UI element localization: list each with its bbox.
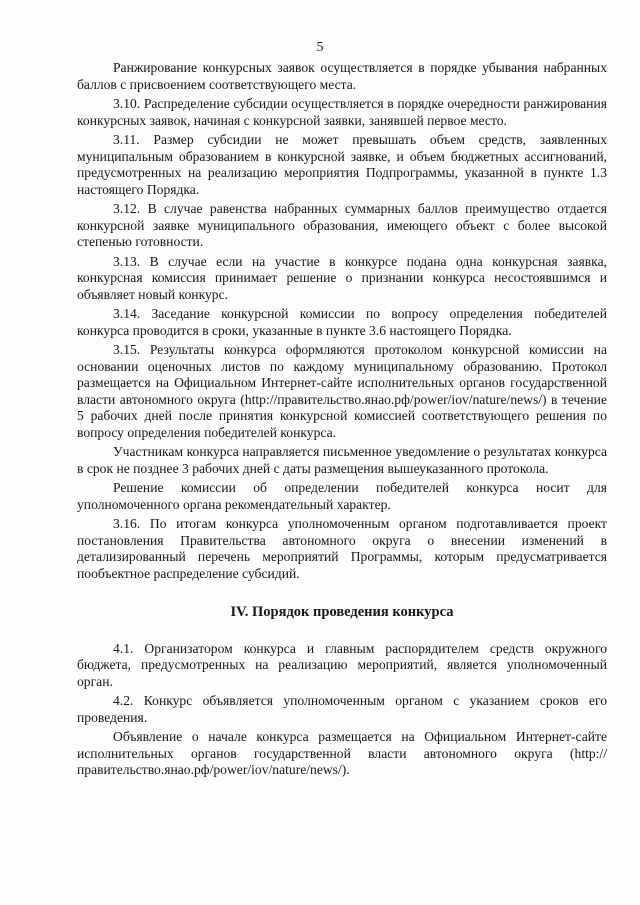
document-body (77, 60, 607, 782)
paragraph-4-2: 4.2. Конкурс объявляется уполномоченным органом с указанием сроков его проведения. (77, 693, 607, 725)
paragraph-3-10: 3.10. Распределение субсидии осуществляется в порядке очередности ранжирования конкурсных заявок, начиная с конкурсной заявки, занявшей первое место. (77, 96, 607, 128)
paragraph-3-11: 3.11. Размер субсидии не может превышать объем средств, заявленных муниципальным образованием в конкурсной заявке, и объем бюджетных ассигнований, предусмотренных на реализацию мероприятия Подпрограммы, указанной в пункте 1.3 настоящего Порядка. (77, 132, 607, 197)
paragraph-3-14: 3.14. Заседание конкурсной комиссии по вопросу определения победителей конкурса проводится в сроки, указанные в пункте 3.6 настоящего Порядка. (77, 306, 607, 338)
paragraph-decision: Решение комиссии об определении победителей конкурса носит для уполномоченного органа рекомендательный характер. (77, 480, 607, 512)
paragraph-3-13: 3.13. В случае если на участие в конкурсе подана одна конкурсная заявка, конкурсная комиссия принимает решение о признании конкурса несостоявшимся и объявляет новый конкурс. (77, 253, 607, 302)
paragraph-ranking: Ранжирование конкурсных заявок осуществляется в порядке убывания набранных баллов с присвоением соответствующего места. (77, 60, 607, 92)
section-heading: IV. Порядок проведения конкурса (230, 604, 454, 620)
page-number: 5 (316, 40, 324, 55)
paragraph-announcement: Объявление о начале конкурса размещается на Официальном Интернет-сайте исполнительных органов государственной власти автономного округа (http://правительство.янао.рф/power/iov/nature/news/). (77, 729, 607, 777)
paragraph-4-1: 4.1. Организатором конкурса и главным распорядителем средств окружного бюджета, предусмотренных на реализацию мероприятий, является уполномоченный орган. (77, 640, 607, 689)
paragraph-3-15: 3.15. Результаты конкурса оформляются протоколом конкурсной комиссии на основании оценочных листов по каждому муниципальному образованию. Протокол размещается на Официальном Интернет-сайте исполнительных органов государственной власти автономного округа (http://правительство.янао.рф/power/iov/nature/news/) в течение 5 рабочих дней после принятия конкурсной комиссией соответствующего решения по вопросу определения победителей конкурса. (77, 342, 607, 440)
paragraph-notification: Участникам конкурса направляется письменное уведомление о результатах конкурса в срок не позднее 3 рабочих дней с даты размещения вышеуказанного протокола. (77, 444, 607, 476)
paragraph-3-16: 3.16. По итогам конкурса уполномоченным органом подготавливается проект постановления Правительства автономного округа о внесении изменений в детализированный перечень мероприятий Программы, которым предусматривается пообъектное распределение субсидий. (77, 516, 607, 581)
paragraph-3-12: 3.12. В случае равенства набранных суммарных баллов преимущество отдается конкурсной заявке муниципального образования, имеющего объект с более высокой степенью готовности. (77, 201, 607, 249)
